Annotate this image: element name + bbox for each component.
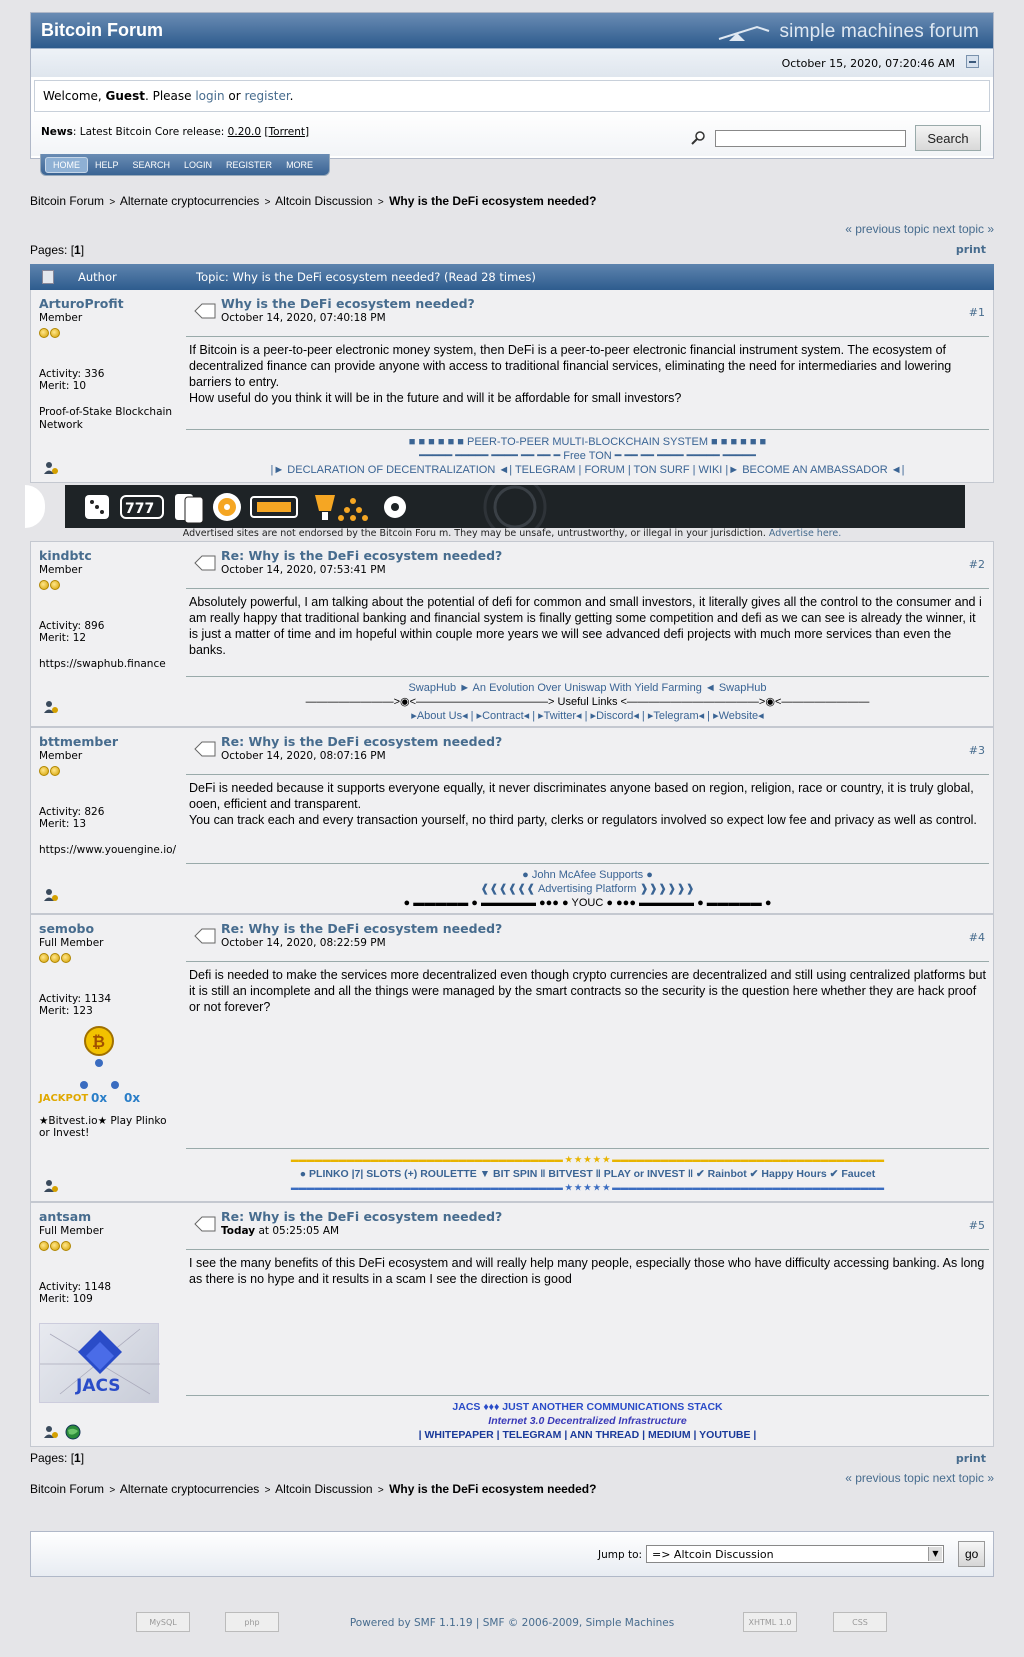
profile-icon[interactable] (43, 1425, 59, 1439)
rank-stars (39, 766, 179, 779)
signature-line-3[interactable]: |► DECLARATION OF DECENTRALIZATION ◄| TELEGRAM | FORUM | TON SURF | WIKI |► BECOME AN AMBASSADOR ◄| (270, 464, 905, 476)
jump-box (30, 1531, 994, 1577)
svg-text:₿: ₿ (92, 1032, 106, 1051)
print-link[interactable]: print (955, 243, 986, 256)
post-body: Absolutely powerful, I am talking about the potential of defi for common and small investors, it literally gives all the control to the consumer and i am really happy that traditional banking and financial system is finally getting some competition and defi as we can see is already the winner, it is just a matter of time and im hopeful within couple more years we will see advanced defi projects with much more services than even the banks. (189, 595, 982, 657)
post-date: October 14, 2020, 08:22:59 PM (221, 937, 386, 949)
poster-merit: Merit: 10 (39, 380, 87, 392)
poster-info (39, 296, 179, 432)
poster-name[interactable]: antsam (39, 1209, 92, 1224)
poster-activity: Activity: 1134 (39, 993, 112, 1005)
forum-title[interactable]: Bitcoin Forum (41, 20, 163, 40)
menu-search[interactable]: SEARCH (132, 159, 171, 170)
breadcrumb-separator: > (264, 197, 271, 208)
signature (186, 435, 989, 477)
poster-avatar (39, 1323, 159, 1403)
signature-line-1: ▬▬▬▬▬▬▬▬▬▬▬▬▬▬▬▬▬▬▬▬▬▬▬▬▬▬▬▬▬▬▬▬▬▬ ★ ★ ★ ★ ★ ▬▬▬▬▬▬▬▬▬▬▬▬▬▬▬▬▬▬▬▬▬▬▬▬▬▬▬▬▬▬▬▬▬▬ (290, 1155, 885, 1164)
signature-line-1[interactable]: ● John McAfee Supports ● (522, 869, 653, 881)
jacs-logo-text: JACS (76, 1376, 121, 1396)
date-bar (31, 49, 993, 77)
poster-avatar (39, 1025, 179, 1115)
topic-column-header: Topic: Why is the DeFi ecosystem needed? (Read 28 times) (196, 270, 536, 284)
poster-rank: Member (39, 312, 83, 324)
breadcrumb-board[interactable]: Altcoin Discussion (275, 1482, 373, 1496)
divider (186, 1249, 989, 1250)
welcome-mid: . Please (144, 89, 196, 103)
rank-stars (39, 1241, 179, 1254)
next-topic-link[interactable]: next topic » (932, 1471, 994, 1485)
search-input[interactable] (715, 130, 906, 147)
breadcrumb-separator: > (377, 197, 384, 208)
casino-icons (65, 485, 965, 528)
poster-name[interactable]: semobo (39, 921, 95, 936)
post-1 (30, 290, 994, 483)
avatar-0x-2: 0x (124, 1091, 141, 1105)
breadcrumb-separator: > (109, 197, 116, 208)
post-subject[interactable]: Re: Why is the DeFi ecosystem needed? (221, 921, 503, 936)
breadcrumb-separator: > (264, 1485, 271, 1496)
print-link-bottom[interactable]: print (955, 1452, 986, 1465)
divider (186, 961, 989, 962)
title-bar (31, 13, 993, 49)
post-date: October 14, 2020, 07:53:41 PM (221, 564, 386, 576)
profile-icon[interactable] (43, 1179, 59, 1193)
menu-login[interactable]: LOGIN (184, 159, 213, 170)
post-number[interactable]: #2 (968, 558, 985, 571)
breadcrumb (30, 194, 596, 208)
poster-info (39, 1209, 179, 1403)
post-number[interactable]: #1 (968, 306, 985, 319)
poster-personal-text: https://www.youengine.io/ (39, 844, 177, 856)
pages-close: ] (80, 1451, 85, 1465)
menu-home[interactable]: HOME (45, 157, 88, 173)
signature-line-1[interactable]: ■ ■ ■ ■ ■ ■ PEER-TO-PEER MULTI-BLOCKCHAIN SYSTEM ■ ■ ■ ■ ■ ■ (408, 436, 767, 448)
topic-nav (845, 222, 994, 236)
poster-activity: Activity: 896 (39, 620, 105, 632)
advertise-here-link[interactable]: Advertise here. (768, 528, 842, 539)
pages-label: Pages: [ (30, 243, 75, 257)
poster-info (39, 734, 179, 857)
poster-personal-text: Proof-of-Stake Blockchain Network (39, 406, 173, 431)
pagination (30, 243, 84, 257)
news-text: : Latest Bitcoin Core release: (72, 126, 228, 138)
post-date-today: Today (221, 1225, 256, 1237)
topic-nav-bottom (845, 1471, 994, 1485)
rank-stars (39, 328, 179, 341)
menu-help[interactable]: HELP (95, 159, 119, 170)
jump-selected-value: => Altcoin Discussion (652, 1548, 774, 1561)
post-subject[interactable]: Why is the DeFi ecosystem needed? (221, 296, 475, 311)
chevron-down-icon[interactable]: ▼ (928, 1547, 942, 1561)
breadcrumb-current[interactable]: Why is the DeFi ecosystem needed? (389, 194, 597, 208)
forum-header (30, 12, 994, 159)
breadcrumb-category[interactable]: Alternate cryptocurrencies (119, 194, 260, 208)
ad-left-tab (25, 485, 45, 528)
signature (186, 1153, 989, 1195)
poster-name[interactable]: ArturoProfit (39, 296, 124, 311)
welcome-box (34, 80, 990, 112)
divider (186, 774, 989, 775)
advertisement-banner[interactable] (65, 485, 965, 528)
post-number[interactable]: #5 (968, 1219, 985, 1232)
signature (186, 1400, 989, 1442)
profile-icon[interactable] (43, 461, 59, 475)
news-label: News (41, 126, 73, 138)
jump-label: Jump to: (598, 1549, 643, 1561)
poster-rank: Member (39, 564, 83, 576)
poster-merit: Merit: 109 (39, 1293, 93, 1305)
pagination-bottom (30, 1451, 84, 1465)
poster-personal-text: ★Bitvest.io★ Play Plinko or Invest! (39, 1115, 167, 1139)
news-row (31, 112, 993, 156)
signature-line-2[interactable]: ❰❰❰❰❰❰ Advertising Platform ❱❱❱❱❱❱ (480, 883, 695, 895)
post-body: Defi is needed to make the services more decentralized even though crypto currencies are decentralized and still using centralized platforms but it is still an incomplete and all the things were managed by the smart contracts so the security is the question here whether they are hack proof or not forever? (189, 968, 986, 1014)
signature (186, 868, 989, 910)
mysql-badge[interactable]: MySQL (136, 1612, 190, 1632)
message-icon (194, 303, 216, 319)
poster-name[interactable]: bttmember (39, 734, 119, 749)
post-date (221, 1225, 339, 1237)
welcome-prefix: Welcome, (43, 89, 106, 103)
welcome-or: or (224, 89, 245, 103)
divider (186, 336, 989, 337)
register-link[interactable]: register (244, 89, 290, 103)
divider (186, 588, 989, 589)
ad-disclaimer (30, 528, 994, 539)
page-current: 1 (74, 1451, 81, 1465)
divider (186, 676, 989, 677)
poster-rank: Full Member (39, 937, 104, 949)
post-4 (30, 914, 994, 1202)
message-icon (194, 555, 216, 571)
php-badge[interactable]: php (225, 1612, 279, 1632)
signature-line-3: ▬▬▬▬▬▬▬▬▬▬▬▬▬▬▬▬▬▬▬▬▬▬▬▬▬▬▬▬▬▬▬▬▬▬ ★ ★ ★ ★ ★ ▬▬▬▬▬▬▬▬▬▬▬▬▬▬▬▬▬▬▬▬▬▬▬▬▬▬▬▬▬▬▬▬▬▬ (290, 1183, 885, 1192)
breadcrumb-board[interactable]: Altcoin Discussion (275, 194, 373, 208)
news-torrent-link[interactable]: Torrent (268, 126, 306, 138)
search-icon (691, 131, 705, 145)
profile-icon[interactable] (43, 888, 59, 902)
poster-merit: Merit: 12 (39, 632, 87, 644)
signature-line-1[interactable]: SwapHub ► An Evolution Over Uniswap With Yield Farming ◄ SwapHub (408, 682, 767, 694)
poster-activity: Activity: 1148 (39, 1281, 112, 1293)
post-body: DeFi is needed because it supports everyone equally, it never discriminates anyone based on region, religion, race or country, it is truly global, ooen, efficient and transparent. You can track each and every transaction yourself, no third party, clerks or regulators involved so expect low fee and privacy as well as control. (189, 781, 977, 827)
welcome-user: Guest (105, 89, 145, 103)
jackpot-label: JACKPOT (39, 1093, 89, 1104)
poster-merit: Merit: 123 (39, 1005, 93, 1017)
breadcrumb-separator: > (377, 1485, 384, 1496)
smf-logo-icon (717, 21, 771, 43)
collapse-icon[interactable] (966, 55, 979, 68)
go-button[interactable]: go (958, 1541, 985, 1567)
post-body: I see the many benefits of this DeFi ecosystem and will really help many people, especially those who have difficulty accessing banking. As long as there is no hype and it results in a scam I see the direction is good (189, 1256, 985, 1286)
powered-by[interactable]: Powered by SMF 1.1.19 | SMF © 2006-2009, Simple Machines (349, 1617, 675, 1629)
signature (186, 681, 989, 723)
signature-line-3[interactable]: ● ▬▬▬▬▬ ● ▬▬▬▬▬ ●●● ● YOUC ● ●●● ▬▬▬▬▬ ● ▬▬▬▬▬ ● (403, 897, 772, 909)
news: News: Latest Bitcoin Core release: 0.20.0 [Torrent] (41, 126, 310, 138)
signature-line-3[interactable]: ▸About Us◂ | ▸Contract◂ | ▸Twitter◂ | ▸Discord◂ | ▸Telegram◂ | ▸Website◂ (411, 710, 764, 722)
pages-label: Pages: [ (30, 1451, 75, 1465)
rank-stars (39, 953, 179, 966)
jump-select[interactable] (646, 1545, 944, 1563)
post-2 (30, 541, 994, 727)
post-subject[interactable]: Re: Why is the DeFi ecosystem needed? (221, 734, 503, 749)
breadcrumb-forum[interactable]: Bitcoin Forum (30, 1482, 105, 1496)
main-menu (40, 154, 330, 176)
next-topic-link[interactable]: next topic » (932, 222, 994, 236)
message-icon (194, 928, 216, 944)
breadcrumb-current[interactable]: Why is the DeFi ecosystem needed? (389, 1482, 597, 1496)
signature-line-2: Internet 3.0 Decentralized Infrastructure (488, 1415, 687, 1427)
divider (186, 1395, 989, 1396)
topic-header (30, 264, 994, 290)
website-globe-icon[interactable] (65, 1424, 81, 1440)
xhtml-badge[interactable]: XHTML 1.0 (743, 1612, 797, 1632)
post-5 (30, 1202, 994, 1447)
message-icon (194, 1216, 216, 1232)
poster-name[interactable]: kindbtc (39, 548, 92, 563)
post-date-time: at 05:25:05 AM (255, 1225, 340, 1237)
message-icon (194, 741, 216, 757)
breadcrumb-separator: > (109, 1485, 116, 1496)
smf-logo (717, 21, 979, 43)
poster-activity: Activity: 826 (39, 806, 105, 818)
previous-topic-link[interactable]: « previous topic (845, 222, 930, 236)
post-subject[interactable]: Re: Why is the DeFi ecosystem needed? (221, 548, 503, 563)
divider (186, 429, 989, 430)
signature-line-1[interactable]: JACS ♦♦♦ JUST ANOTHER COMMUNICATIONS STACK (452, 1401, 723, 1413)
signature-line-2: ————————>◉<————————————> Useful Links <————————————>◉<———————— (305, 696, 870, 708)
rank-stars (39, 580, 179, 593)
divider (186, 863, 989, 864)
breadcrumb-bottom (30, 1482, 596, 1496)
menu-register[interactable]: REGISTER (226, 159, 273, 170)
poster-rank: Member (39, 750, 83, 762)
news-version-link[interactable]: 0.20.0 (227, 126, 262, 138)
breadcrumb-category[interactable]: Alternate cryptocurrencies (119, 1482, 260, 1496)
poster-info (39, 548, 179, 671)
search-button[interactable]: Search (915, 125, 981, 151)
post-date: October 14, 2020, 07:40:18 PM (221, 312, 386, 324)
post-number[interactable]: #3 (968, 744, 985, 757)
pages-close: ] (80, 243, 85, 257)
page-current: 1 (74, 243, 81, 257)
ad-disclaimer-text: Advertised sites are not endorsed by the Bitcoin Foru m. They may be unsafe, untrustworthy, or illegal in your jurisdiction. (182, 528, 769, 539)
login-link[interactable]: login (195, 89, 225, 103)
menu-more[interactable]: MORE (286, 159, 314, 170)
post-subject[interactable]: Re: Why is the DeFi ecosystem needed? (221, 1209, 503, 1224)
post-body: If Bitcoin is a peer-to-peer electronic money system, then DeFi is a peer-to-peer electronic financial instrument system. The ecosystem of decentralized finance can provide anyone with access to traditional financial services, eliminating the need for intermediaries and lowering barriers to entry. How useful do you think it will be in the future and will it be affordable for small investors? (189, 343, 952, 405)
welcome-period: . (289, 89, 294, 103)
poster-personal-text: https://swaphub.finance (39, 658, 166, 670)
post-3 (30, 727, 994, 914)
poster-rank: Full Member (39, 1225, 104, 1237)
current-date: October 15, 2020, 07:20:46 AM (781, 57, 955, 70)
topic-icon (42, 270, 54, 284)
css-badge[interactable]: CSS (833, 1612, 887, 1632)
poster-activity: Activity: 336 (39, 368, 105, 380)
post-number[interactable]: #4 (968, 931, 985, 944)
signature-line-2[interactable]: ● PLINKO |7| SLOTS (+) ROULETTE ▼ BIT SPIN ‖ BITVEST ‖ PLAY or INVEST ‖ ✔ Rainbot ✔ Happy Hours ✔ Faucet (299, 1168, 876, 1180)
post-date: October 14, 2020, 08:07:16 PM (221, 750, 386, 762)
poster-merit: Merit: 13 (39, 818, 87, 830)
svg-text:777: 777 (125, 501, 155, 517)
author-column-header: Author (78, 270, 117, 284)
previous-topic-link[interactable]: « previous topic (845, 1471, 930, 1485)
smf-logo-text: simple machines forum (779, 21, 979, 43)
avatar-0x-1: 0x (91, 1091, 108, 1105)
signature-line-3[interactable]: | WHITEPAPER | TELEGRAM | ANN THREAD | MEDIUM | YOUTUBE | (418, 1429, 757, 1441)
breadcrumb-forum[interactable]: Bitcoin Forum (30, 194, 105, 208)
divider (186, 1148, 989, 1149)
poster-info (39, 921, 179, 1139)
signature-line-2[interactable]: ━━━━━ ━━━━━ ━━━━ ━━ ━━ ━ Free TON ━ ━━ ━━ ━━━━ ━━━━━ ━━━━━ (419, 450, 756, 462)
profile-icon[interactable] (43, 700, 59, 714)
